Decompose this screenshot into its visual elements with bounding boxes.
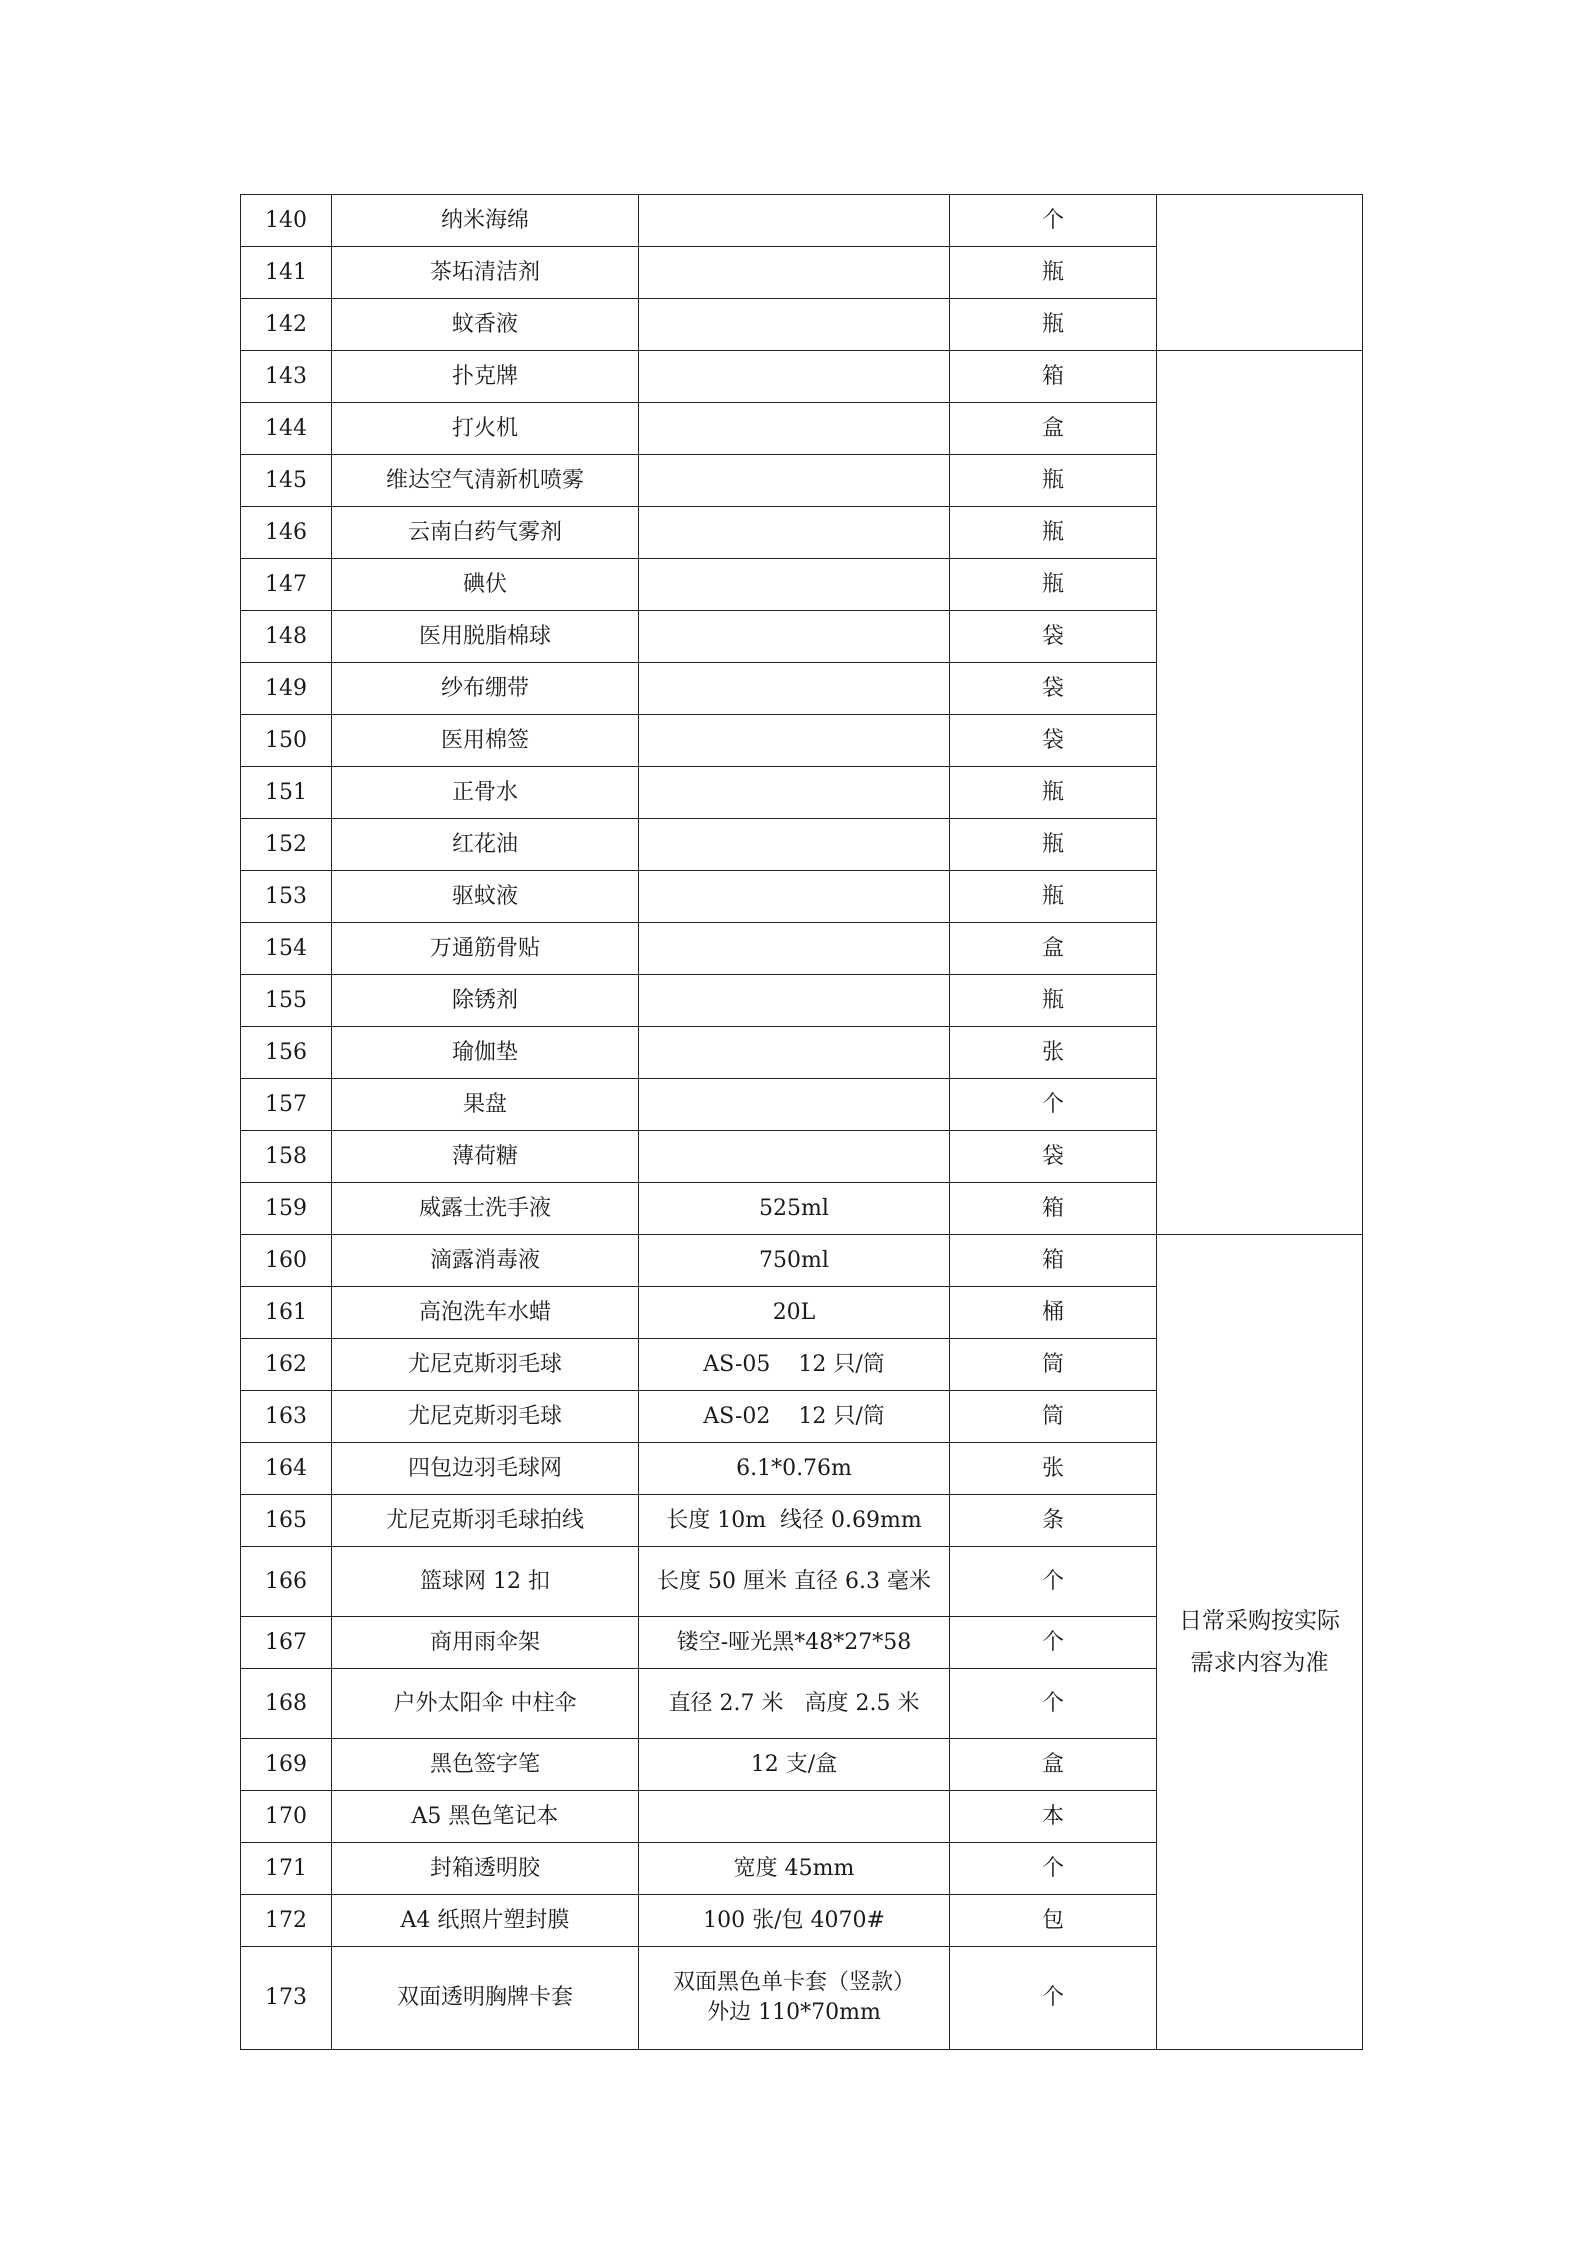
- item-unit: 瓶: [950, 975, 1157, 1027]
- item-unit: 盒: [950, 403, 1157, 455]
- item-unit: 桶: [950, 1287, 1157, 1339]
- item-number: 145: [241, 455, 332, 507]
- item-unit: 盒: [950, 1739, 1157, 1791]
- item-number: 140: [241, 195, 332, 247]
- item-unit: 瓶: [950, 507, 1157, 559]
- item-spec: [639, 923, 950, 975]
- item-spec: 750ml: [639, 1235, 950, 1287]
- item-number: 148: [241, 611, 332, 663]
- item-number: 168: [241, 1669, 332, 1739]
- item-unit: 瓶: [950, 299, 1157, 351]
- item-number: 173: [241, 1947, 332, 2050]
- item-number: 150: [241, 715, 332, 767]
- item-unit: 瓶: [950, 871, 1157, 923]
- item-name: A5 黑色笔记本: [332, 1791, 639, 1843]
- item-unit: 瓶: [950, 247, 1157, 299]
- item-name: A4 纸照片塑封膜: [332, 1895, 639, 1947]
- item-spec: [639, 1131, 950, 1183]
- item-name: 驱蚊液: [332, 871, 639, 923]
- table-body: [241, 195, 1363, 2050]
- item-spec: AS-02 12 只/筒: [639, 1391, 950, 1443]
- item-number: 146: [241, 507, 332, 559]
- item-number: 141: [241, 247, 332, 299]
- item-spec: 长度 50 厘米 直径 6.3 毫米: [639, 1547, 950, 1617]
- item-unit: 筒: [950, 1339, 1157, 1391]
- item-name: 双面透明胸牌卡套: [332, 1947, 639, 2050]
- item-name: 蚊香液: [332, 299, 639, 351]
- item-number: 143: [241, 351, 332, 403]
- item-number: 170: [241, 1791, 332, 1843]
- item-number: 172: [241, 1895, 332, 1947]
- item-unit: 本: [950, 1791, 1157, 1843]
- item-spec: 双面黑色单卡套（竖款） 外边 110*70mm: [639, 1947, 950, 2050]
- item-name: 封箱透明胶: [332, 1843, 639, 1895]
- item-spec: [639, 351, 950, 403]
- item-name: 纱布绷带: [332, 663, 639, 715]
- remark-cell: 日常采购按实际需求内容为准: [1157, 1235, 1363, 2050]
- item-name: 薄荷糖: [332, 1131, 639, 1183]
- item-unit: 箱: [950, 1183, 1157, 1235]
- item-spec: [639, 715, 950, 767]
- item-name: 户外太阳伞 中柱伞: [332, 1669, 639, 1739]
- item-name: 黑色签字笔: [332, 1739, 639, 1791]
- item-spec: [639, 455, 950, 507]
- procurement-item-table: [240, 194, 1363, 2050]
- item-spec: 宽度 45mm: [639, 1843, 950, 1895]
- item-spec: 6.1*0.76m: [639, 1443, 950, 1495]
- item-number: 164: [241, 1443, 332, 1495]
- item-spec: 20L: [639, 1287, 950, 1339]
- item-spec: [639, 611, 950, 663]
- item-spec: [639, 507, 950, 559]
- item-name: 纳米海绵: [332, 195, 639, 247]
- item-spec: 直径 2.7 米 高度 2.5 米: [639, 1669, 950, 1739]
- item-unit: 箱: [950, 351, 1157, 403]
- remark-cell: [1157, 195, 1363, 351]
- item-unit: 个: [950, 1947, 1157, 2050]
- item-name: 商用雨伞架: [332, 1617, 639, 1669]
- item-number: 160: [241, 1235, 332, 1287]
- item-name: 威露士洗手液: [332, 1183, 639, 1235]
- item-unit: 条: [950, 1495, 1157, 1547]
- item-number: 147: [241, 559, 332, 611]
- item-spec: [639, 1079, 950, 1131]
- item-number: 162: [241, 1339, 332, 1391]
- item-name: 茶坧清洁剂: [332, 247, 639, 299]
- item-unit: 个: [950, 1843, 1157, 1895]
- item-unit: 袋: [950, 663, 1157, 715]
- item-number: 161: [241, 1287, 332, 1339]
- item-spec: AS-05 12 只/筒: [639, 1339, 950, 1391]
- item-name: 尤尼克斯羽毛球拍线: [332, 1495, 639, 1547]
- item-spec: 12 支/盒: [639, 1739, 950, 1791]
- item-number: 152: [241, 819, 332, 871]
- item-unit: 个: [950, 1547, 1157, 1617]
- item-number: 155: [241, 975, 332, 1027]
- item-name: 滴露消毒液: [332, 1235, 639, 1287]
- item-name: 瑜伽垫: [332, 1027, 639, 1079]
- item-name: 医用棉签: [332, 715, 639, 767]
- item-spec: [639, 559, 950, 611]
- item-spec: [639, 871, 950, 923]
- item-spec: [639, 403, 950, 455]
- item-name: 果盘: [332, 1079, 639, 1131]
- item-name: 除锈剂: [332, 975, 639, 1027]
- item-number: 167: [241, 1617, 332, 1669]
- item-unit: 袋: [950, 611, 1157, 663]
- item-unit: 盒: [950, 923, 1157, 975]
- item-unit: 个: [950, 1669, 1157, 1739]
- item-name: 打火机: [332, 403, 639, 455]
- item-number: 158: [241, 1131, 332, 1183]
- item-number: 165: [241, 1495, 332, 1547]
- item-spec: [639, 299, 950, 351]
- table-row: [241, 351, 1363, 403]
- item-number: 157: [241, 1079, 332, 1131]
- item-number: 159: [241, 1183, 332, 1235]
- item-unit: 个: [950, 1617, 1157, 1669]
- item-unit: 瓶: [950, 559, 1157, 611]
- item-spec: [639, 1791, 950, 1843]
- item-unit: 张: [950, 1027, 1157, 1079]
- item-name: 扑克牌: [332, 351, 639, 403]
- item-number: 153: [241, 871, 332, 923]
- item-number: 163: [241, 1391, 332, 1443]
- item-name: 云南白药气雾剂: [332, 507, 639, 559]
- item-name: 篮球网 12 扣: [332, 1547, 639, 1617]
- item-number: 156: [241, 1027, 332, 1079]
- item-unit: 箱: [950, 1235, 1157, 1287]
- item-number: 169: [241, 1739, 332, 1791]
- item-number: 149: [241, 663, 332, 715]
- item-spec: [639, 767, 950, 819]
- item-name: 尤尼克斯羽毛球: [332, 1391, 639, 1443]
- item-number: 166: [241, 1547, 332, 1617]
- item-spec: [639, 1027, 950, 1079]
- item-name: 碘伏: [332, 559, 639, 611]
- item-name: 尤尼克斯羽毛球: [332, 1339, 639, 1391]
- item-name: 正骨水: [332, 767, 639, 819]
- remark-cell: [1157, 351, 1363, 1235]
- item-unit: 袋: [950, 715, 1157, 767]
- item-unit: 瓶: [950, 455, 1157, 507]
- item-unit: 瓶: [950, 819, 1157, 871]
- item-spec: [639, 975, 950, 1027]
- table-row: [241, 1235, 1363, 1287]
- item-unit: 包: [950, 1895, 1157, 1947]
- item-name: 高泡洗车水蜡: [332, 1287, 639, 1339]
- item-unit: 个: [950, 1079, 1157, 1131]
- item-unit: 瓶: [950, 767, 1157, 819]
- item-number: 171: [241, 1843, 332, 1895]
- item-spec: 525ml: [639, 1183, 950, 1235]
- item-spec: 镂空-哑光黑*48*27*58: [639, 1617, 950, 1669]
- item-number: 151: [241, 767, 332, 819]
- item-name: 医用脱脂棉球: [332, 611, 639, 663]
- table-row: [241, 195, 1363, 247]
- item-number: 144: [241, 403, 332, 455]
- item-name: 四包边羽毛球网: [332, 1443, 639, 1495]
- item-spec: 100 张/包 4070#: [639, 1895, 950, 1947]
- item-spec: 长度 10m 线径 0.69mm: [639, 1495, 950, 1547]
- item-number: 154: [241, 923, 332, 975]
- item-unit: 袋: [950, 1131, 1157, 1183]
- item-spec: [639, 819, 950, 871]
- item-unit: 张: [950, 1443, 1157, 1495]
- item-unit: 个: [950, 195, 1157, 247]
- item-number: 142: [241, 299, 332, 351]
- item-name: 维达空气清新机喷雾: [332, 455, 639, 507]
- item-unit: 筒: [950, 1391, 1157, 1443]
- item-spec: [639, 247, 950, 299]
- item-spec: [639, 195, 950, 247]
- item-name: 万通筋骨贴: [332, 923, 639, 975]
- item-name: 红花油: [332, 819, 639, 871]
- item-spec: [639, 663, 950, 715]
